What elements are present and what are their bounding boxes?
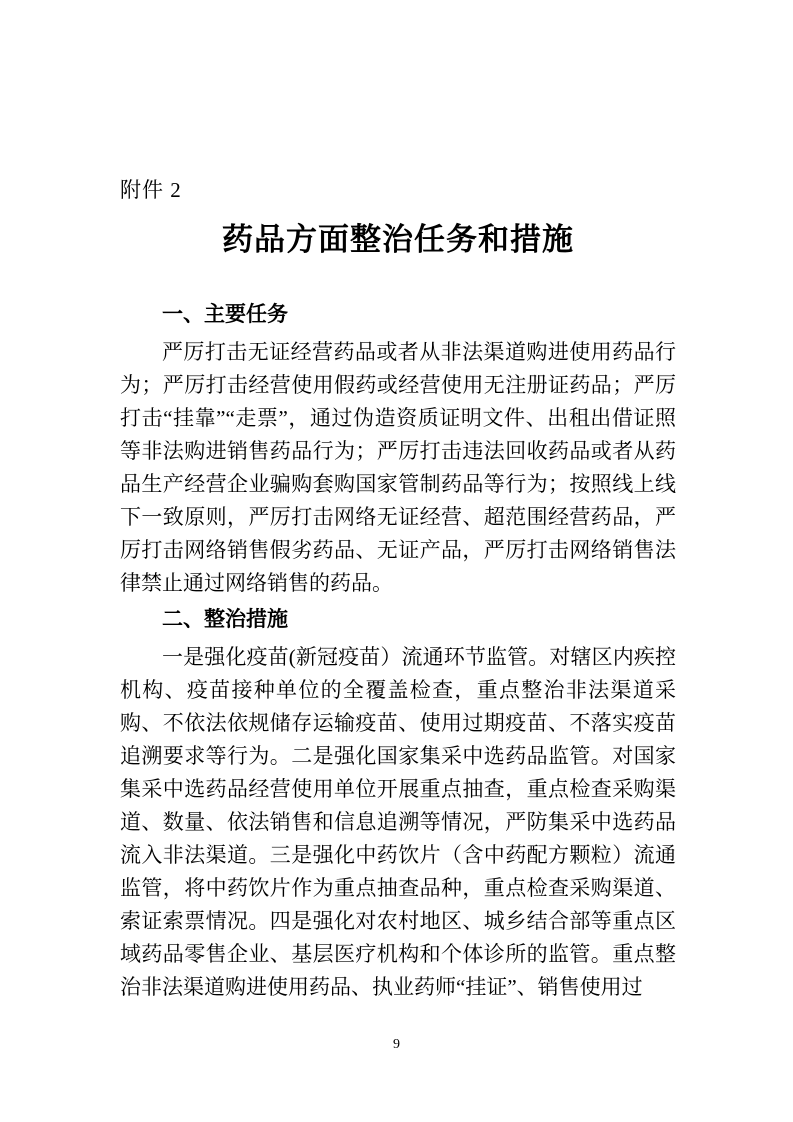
document-title: 药品方面整治任务和措施 — [222, 222, 574, 257]
document-content — [120, 177, 676, 1004]
section-heading-main-tasks: 一、主要任务 — [162, 302, 288, 326]
page-number: 9 — [393, 1037, 400, 1052]
attachment-label: 附件 2 — [120, 178, 182, 202]
paragraph-main-tasks: 严厉打击无证经营药品或者从非法渠道购进使用药品行为；严厉打击经营使用假药或经营使用无注册证药品；严厉打击“挂靠”“走票”，通过伪造资质证明文件、出租出借证照等非法购进销售药品行为；严厉打击违法回收药品或者从药品生产经营企业骗购套购国家管制药品等行为；按照线上线下一致原则，严厉打击网络无证经营、超范围经营药品，严厉打击网络销售假劣药品、无证产品，严厉打击网络销售法律禁止通过网络销售的药品。 — [120, 340, 676, 595]
section-heading-measures: 二、整治措施 — [162, 607, 288, 631]
paragraph-measures: 一是强化疫苗(新冠疫苗）流通环节监管。对辖区内疾控机构、疫苗接种单位的全覆盖检查，重点整治非法渠道采购、不依法依规储存运输疫苗、使用过期疫苗、不落实疫苗追溯要求等行为。二是强化国家集采中选药品监管。对国家集采中选药品经营使用单位开展重点抽查，重点检查采购渠道、数量、依法销售和信息追溯等情况，严防集采中选药品流入非法渠道。三是强化中药饮片（含中药配方颗粒）流通监管，将中药饮片作为重点抽查品种，重点检查采购渠道、索证索票情况。四是强化对农村地区、城乡结合部等重点区域药品零售企业、基层医疗机构和个体诊所的监管。重点整治非法渠道购进使用药品、执业药师“挂证”、销售使用过 — [120, 645, 676, 999]
